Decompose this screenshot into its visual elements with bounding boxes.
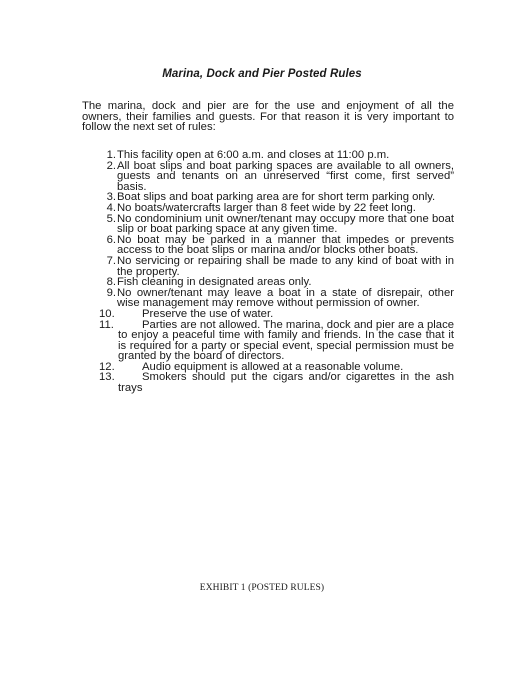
rule-text: Boat slips and boat parking area are for short term parking only.	[117, 191, 436, 204]
rule-number: 4.	[106, 201, 116, 214]
rules-list	[82, 150, 454, 394]
rule-number: 12.	[99, 360, 115, 373]
rule-text: Smokers should put the cigars and/or cigarettes in the ash trays	[118, 371, 454, 395]
rule-item	[82, 320, 454, 362]
rule-text: Audio equipment is allowed at a reasonable volume.	[142, 360, 404, 373]
rule-item	[82, 288, 454, 309]
rule-item	[82, 256, 454, 277]
rule-number: 9.	[106, 286, 116, 299]
rule-number: 8.	[106, 276, 116, 289]
rule-number: 1.	[106, 149, 116, 161]
rule-text: No boats/watercrafts larger than 8 feet wide by 22 feet long.	[117, 201, 416, 214]
rule-number: 13.	[99, 371, 115, 384]
rule-number: 7.	[106, 254, 116, 267]
rule-text: All boat slips and boat parking spaces are available to all owners, guests and tenants on an unreserved “first come, first served” basis.	[117, 159, 454, 193]
rule-number: 10.	[99, 307, 115, 320]
rule-number: 5.	[106, 212, 116, 225]
rule-text: Parties are not allowed. The marina, dock and pier are a place to enjoy a peaceful time with family and friends. In the case that it is required for a party or special event, special permission must be granted by the board of directors.	[118, 318, 454, 363]
rule-number: 3.	[106, 191, 116, 204]
rule-text: Fish cleaning in designated areas only.	[117, 276, 312, 289]
rule-item	[82, 372, 454, 393]
rule-text: This facility open at 6:00 a.m. and closes at 11:00 p.m.	[117, 149, 390, 161]
rule-number: 6.	[106, 233, 116, 246]
rule-number: 2.	[106, 159, 116, 172]
rule-text: No servicing or repairing shall be made to any kind of boat with in the property.	[117, 254, 454, 278]
rule-text: No condominium unit owner/tenant may occupy more that one boat slip or boat parking space at any given time.	[117, 212, 454, 236]
rule-text: No owner/tenant may leave a boat in a state of disrepair, other wise management may remove without permission of owner.	[117, 286, 454, 310]
rule-text: Preserve the use of water.	[142, 307, 274, 320]
rule-number: 11.	[99, 318, 114, 331]
exhibit-label: EXHIBIT 1 (POSTED RULES)	[199, 583, 325, 593]
rule-item	[82, 235, 454, 256]
document-title: Marina, Dock and Pier Posted Rules	[162, 68, 362, 80]
intro-paragraph: The marina, dock and pier are for the use and enjoyment of all the owners, their families and guests. For that reason it is very important to follow the next set of rules:	[82, 100, 454, 134]
rule-text: No boat may be parked in a manner that impedes or prevents access to the boat slips or marina and/or blocks other boats.	[117, 233, 454, 257]
rule-item	[82, 214, 454, 235]
rule-item	[82, 161, 454, 193]
